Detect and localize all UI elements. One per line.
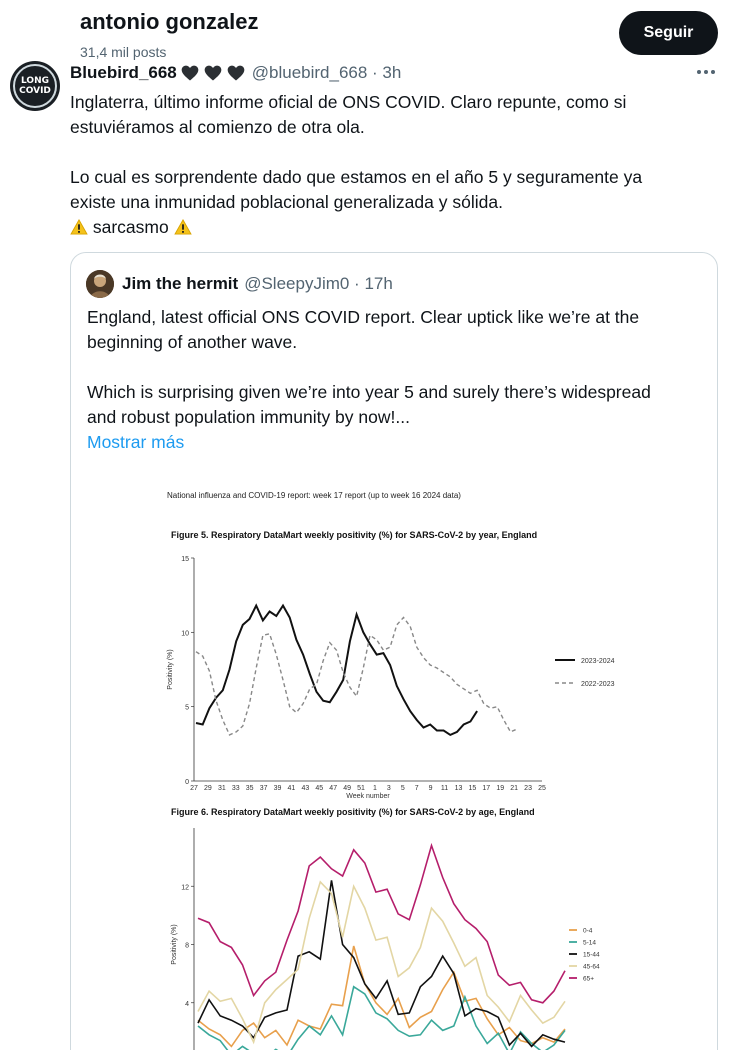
quote-line: beginning of another wave. bbox=[87, 332, 298, 352]
quote-avatar-image bbox=[86, 270, 114, 298]
x-tick-label: 39 bbox=[273, 785, 282, 792]
legend-label: 45-64 bbox=[583, 963, 600, 971]
legend-label: 65+ bbox=[583, 975, 595, 983]
quote-handle-time[interactable]: @SleepyJim0 · 17h bbox=[244, 274, 393, 293]
x-tick-label: 15 bbox=[468, 785, 477, 792]
series-line bbox=[196, 618, 517, 735]
black-heart-icon bbox=[226, 63, 246, 83]
legend-label: 15-44 bbox=[583, 951, 600, 959]
series-line bbox=[198, 846, 565, 1003]
figure5-title: Figure 5. Respiratory DataMart weekly positivity (%) for SARS-CoV-2 by year, England bbox=[171, 530, 538, 540]
y-tick-label: 10 bbox=[181, 630, 189, 638]
x-tick-label: 19 bbox=[496, 785, 505, 792]
x-tick-label: 29 bbox=[204, 785, 212, 792]
x-tick-label: 37 bbox=[259, 785, 268, 792]
author-name[interactable]: Bluebird_668 bbox=[70, 63, 177, 82]
x-tick-label: 25 bbox=[538, 785, 546, 792]
legend-label: 2023-2024 bbox=[581, 658, 615, 665]
quote-header bbox=[122, 273, 393, 295]
x-tick-label: 35 bbox=[245, 785, 254, 792]
legend-label: 2022-2023 bbox=[581, 681, 615, 688]
sarcasm-line bbox=[70, 215, 710, 240]
figure6-title: Figure 6. Respiratory DataMart weekly positivity (%) for SARS-CoV-2 by age, England bbox=[171, 807, 535, 817]
legend-label: 0-4 bbox=[583, 927, 593, 935]
quote-text bbox=[87, 305, 707, 455]
report-header: National influenza and COVID-19 report: week 17 report (up to week 16 2024 data) bbox=[167, 491, 461, 500]
y-tick-label: 8 bbox=[185, 942, 189, 950]
quote-avatar[interactable] bbox=[86, 270, 114, 298]
warning-icon bbox=[174, 219, 192, 235]
x-tick-label: 1 bbox=[373, 785, 377, 792]
x-tick-label: 33 bbox=[231, 785, 240, 792]
x-tick-label: 49 bbox=[343, 785, 352, 792]
sarcasm-text: sarcasmo bbox=[92, 217, 169, 237]
quote-report-image[interactable] bbox=[87, 463, 707, 1050]
tweet-header bbox=[70, 62, 401, 84]
x-tick-label: 11 bbox=[440, 785, 449, 792]
tweet-line: Lo cual es sorprendente dado que estamos en el año 5 y seguramente ya bbox=[70, 167, 643, 187]
series-line bbox=[198, 882, 565, 1042]
show-more-link[interactable]: Mostrar más bbox=[87, 432, 185, 452]
report-figure bbox=[87, 463, 707, 1050]
y-tick-label: 4 bbox=[185, 1000, 189, 1008]
x-tick-label: 3 bbox=[386, 785, 391, 792]
x-tick-label: 9 bbox=[428, 785, 433, 792]
quote-line: and robust population immunity by now!... bbox=[87, 407, 410, 427]
more-options-icon[interactable] bbox=[694, 63, 718, 81]
black-heart-icon bbox=[180, 63, 200, 83]
y-tick-label: 5 bbox=[185, 704, 189, 712]
x-tick-label: 31 bbox=[217, 785, 226, 792]
y-tick-label: 15 bbox=[181, 556, 189, 563]
handle-time[interactable]: @bluebird_668 · 3h bbox=[251, 63, 402, 82]
y-tick-label: 12 bbox=[181, 884, 189, 892]
avatar-label-covid: COVID bbox=[19, 86, 51, 96]
post-count: 31,4 mil posts bbox=[80, 44, 167, 60]
quoted-tweet[interactable] bbox=[70, 252, 718, 1050]
x-tick-label: 13 bbox=[454, 785, 463, 792]
profile-header bbox=[0, 0, 752, 62]
x-tick-label: 17 bbox=[482, 785, 491, 792]
quote-line: England, latest official ONS COVID report. Clear uptick like we’re at the bbox=[87, 307, 640, 327]
series-line bbox=[196, 606, 477, 735]
x-tick-label: 41 bbox=[287, 785, 296, 792]
follow-button[interactable]: Seguir bbox=[619, 11, 718, 55]
x-tick-label: 51 bbox=[357, 785, 365, 792]
tweet-line: estuviéramos al comienzo de otra ola. bbox=[70, 117, 365, 137]
quote-line: Which is surprising given we’re into year 5 and surely there’s widespread bbox=[87, 382, 651, 402]
x-tick-label: 7 bbox=[414, 785, 419, 792]
y-axis-label: Positivity (%) bbox=[171, 924, 178, 965]
x-tick-label: 21 bbox=[510, 785, 519, 792]
x-tick-label: 5 bbox=[400, 785, 405, 792]
warning-icon bbox=[70, 219, 88, 235]
figure5-chart bbox=[167, 556, 615, 800]
black-heart-icon bbox=[203, 63, 223, 83]
x-axis-label: Week number bbox=[346, 793, 390, 800]
x-tick-label: 27 bbox=[190, 785, 198, 792]
quote-author-name[interactable]: Jim the hermit bbox=[122, 274, 239, 293]
x-tick-label: 23 bbox=[524, 785, 532, 792]
figure6-chart bbox=[171, 828, 600, 1050]
avatar-label-long: LONG bbox=[21, 76, 49, 86]
x-tick-label: 43 bbox=[301, 785, 310, 792]
y-axis-label: Positivity (%) bbox=[167, 649, 174, 690]
legend-label: 5-14 bbox=[583, 939, 597, 947]
profile-name: antonio gonzalez bbox=[80, 9, 259, 34]
y-tick-label: 0 bbox=[185, 779, 189, 786]
x-tick-label: 47 bbox=[329, 785, 338, 792]
x-tick-label: 45 bbox=[315, 785, 324, 792]
tweet-line: existe una inmunidad poblacional generalizada y sólida. bbox=[70, 192, 503, 212]
tweet-line: Inglaterra, último informe oficial de ONS COVID. Claro repunte, como si bbox=[70, 92, 627, 112]
avatar[interactable] bbox=[10, 61, 60, 111]
tweet-text bbox=[70, 90, 710, 240]
